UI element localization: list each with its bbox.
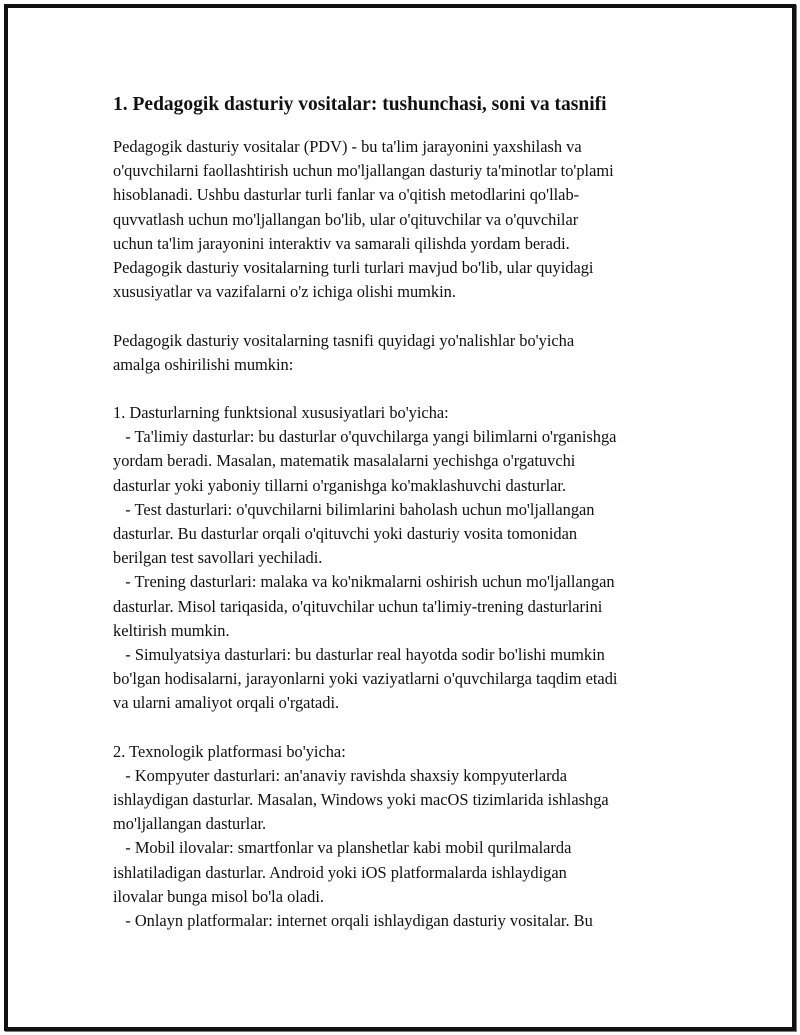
text-line: - Simulyatsiya dasturlari: bu dasturlar real hayotda sodir bo'lishi mumkin — [113, 644, 605, 664]
text-line: dasturlar yoki yaboniy tillarni o'rganishga ko'maklashuvchi dasturlar. — [113, 475, 567, 495]
text-line: berilgan test savollari yechiladi. — [113, 548, 323, 568]
paragraph-gap — [113, 304, 713, 328]
text-line: dasturlar. Misol tariqasida, o'qituvchilar uchun ta'limiy-trening dasturlarini — [113, 596, 603, 616]
text-line: Pedagogik dasturiy vositalarning turli turlari mavjud bo'lib, ular quyidagi — [113, 257, 594, 277]
text-line: hisoblanadi. Ushbu dasturlar turli fanlar va o'qitish metodlarini qo'llab- — [113, 185, 580, 205]
text-line: amalga oshirilishi mumkin: — [113, 354, 294, 374]
text-line: ilovalar bunga misol bo'la oladi. — [113, 886, 324, 906]
paragraph-gap — [113, 377, 713, 401]
paragraph-classification — [113, 329, 713, 377]
text-line: bo'lgan hodisalarni, jarayonlarni yoki vaziyatlarni o'quvchilarga taqdim etadi — [113, 669, 618, 689]
text-line: - Trening dasturlari: malaka va ko'nikmalarni oshirish uchun mo'ljallangan — [113, 572, 615, 592]
text-line: quvvatlash uchun mo'ljallangan bo'lib, ular o'qituvchilar va o'quvchilar — [113, 209, 579, 229]
text-line: o'quvchilarni faollashtirish uchun mo'ljallangan dasturiy ta'minotlar to'plami — [113, 161, 614, 181]
section-technological — [113, 740, 713, 934]
text-line: - Ta'limiy dasturlar: bu dasturlar o'quvchilarga yangi bilimlarni o'rganishga — [113, 427, 617, 447]
section-heading: 2. Texnologik platformasi bo'yicha: — [113, 741, 346, 761]
text-line: ishlaydigan dasturlar. Masalan, Windows yoki macOS tizimlarida ishlashga — [113, 790, 609, 810]
text-line: yordam beradi. Masalan, matematik masalalarni yechishga o'rgatuvchi — [113, 451, 576, 471]
text-line: mo'ljallangan dasturlar. — [113, 814, 267, 834]
paragraph-gap — [113, 716, 713, 740]
text-line: ishlatiladigan dasturlar. Android yoki iOS platformalarda ishlaydigan — [113, 862, 567, 882]
text-line: va ularni amaliyot orqali o'rgatadi. — [113, 693, 340, 713]
paragraph-intro — [113, 135, 713, 304]
text-line: - Onlayn platformalar: internet orqali ishlaydigan dasturiy vositalar. Bu — [113, 911, 593, 930]
text-line: uchun ta'lim jarayonini interaktiv va samarali qilishda yordam beradi. — [113, 233, 570, 253]
document-body — [113, 93, 713, 933]
text-line: Pedagogik dasturiy vositalarning tasnifi quyidagi yo'nalishlar bo'yicha — [113, 330, 575, 350]
text-line: - Test dasturlari: o'quvchilarni bilimlarini baholash uchun mo'ljallangan — [113, 499, 595, 519]
text-line: Pedagogik dasturiy vositalar (PDV) - bu ta'lim jarayonini yaxshilash va — [113, 137, 582, 156]
document-title: 1. Pedagogik dasturiy vositalar: tushunchasi, soni va tasnifi — [113, 94, 607, 115]
text-line: xususiyatlar va vazifalarni o'z ichiga olishi mumkin. — [113, 282, 456, 302]
text-line: - Kompyuter dasturlari: an'anaviy ravishda shaxsiy kompyuterlarda — [113, 765, 568, 785]
text-line: keltirish mumkin. — [113, 620, 230, 640]
section-functional — [113, 401, 713, 715]
text-line: - Mobil ilovalar: smartfonlar va planshetlar kabi mobil qurilmalarda — [113, 838, 572, 858]
text-line: dasturlar. Bu dasturlar orqali o'qituvchi yoki dasturiy vosita tomonidan — [113, 524, 578, 543]
section-heading: 1. Dasturlarning funktsional xususiyatlari bo'yicha: — [113, 403, 449, 423]
